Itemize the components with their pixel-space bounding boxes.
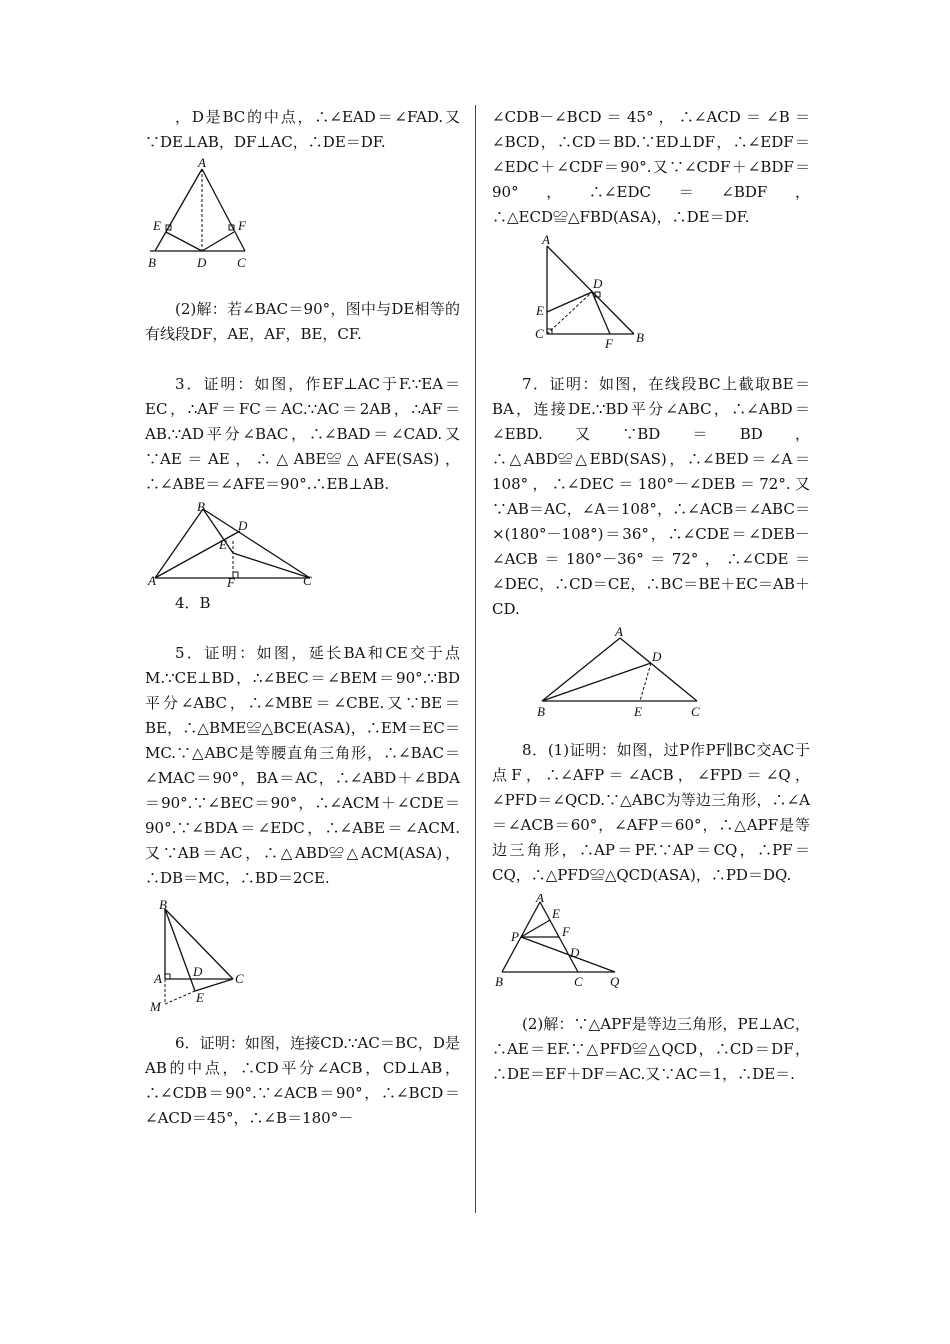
fig6-label-b: B [636,330,644,345]
fig1-label-a: A [198,157,206,170]
paragraph-2-2-answer: (2)解：若∠BAC＝90°，图中与DE相等的有线段DF，AE，AF，BE，CF. [145,300,460,343]
paragraph-2-1-conclusion: ，D是BC的中点，∴∠EAD＝∠FAD.又∵DE⊥AB，DF⊥AC，∴DE＝DF. [145,108,460,151]
fig3-label-e: E [219,537,227,552]
fig6-label-a: A [542,234,550,247]
fig7-label-d: D [652,649,662,664]
fig6-label-f: F [605,336,613,351]
paragraph-problem-8-2: (2)解：∵△APF是等边三角形，PE⊥AC，∴AE＝EF.∵△PFD≌△QCD，∴CD＝DF，∴DE＝EF＋DF＝AC.又∵AC＝1，∴DE＝. [492,1015,810,1083]
fig7-label-c: C [691,704,700,718]
fig3-label-f: F [227,575,235,589]
paragraph-problem-8-1: 8．(1)证明：如图，过P作PF∥BC交AC于点F，∴∠AFP＝∠ACB，∠FPD＝∠Q，∠PFD＝∠QCD.∵△ABC为等边三角形，∴∠A＝∠ACB＝60°，∠AFP＝60°，∴△APF是等边三角形，∴AP＝PF.∵AP＝CQ，∴PF＝CQ，∴△PFD≌△QCD(ASA)，∴PD＝DQ. [492,741,810,884]
fig7-label-b: B [537,704,545,718]
fig1-label-e: E [153,218,161,233]
fig6-label-d: D [593,276,603,291]
fig5-label-m: M [150,999,161,1014]
paragraph-problem-3: 3．证明：如图，作EF⊥AC于F.∵EA＝EC，∴AF＝FC＝AC.∵AC＝2AB，∴AF＝AB.∵AD平分∠BAC，∴∠BAD＝∠CAD.又∵AE＝AE，∴△ABE≌△AFE(SAS)，∴∠ABE＝∠AFE＝90°.∴EB⊥AB. [145,375,460,493]
fig8-label-a: A [536,894,544,905]
paragraph-problem-6-start: 6．证明：如图，连接CD.∵AC＝BC，D是AB的中点，∴CD平分∠ACB，CD⊥AB，∴∠CDB＝90°.∵∠ACB＝90°，∴∠BCD＝∠ACD＝45°，∴∠B＝180°－ [145,1034,460,1127]
fig7-label-a: A [615,626,623,639]
fig3-label-d: D [238,518,248,533]
fig5-label-c: C [235,971,244,986]
fig8-label-p: P [511,929,519,944]
figure-problem-8 [492,894,642,994]
fig5-label-b: B [159,899,167,912]
figure-problem-3 [145,501,325,589]
fig8-label-q: Q [610,974,620,989]
paragraph-problem-7: 7．证明：如图，在线段BC上截取BE＝BA，连接DE.∵BD平分∠ABC，∴∠ABD＝∠EBD.又∵BD＝BD，∴△ABD≌△EBD(SAS)，∴∠BED＝∠A＝108°，∴∠DEC＝180°－∠DEB＝72°.又∵AB＝AC，∠A＝108°，∴∠ACB＝∠ABC＝×(180°－108°)＝36°，∴∠CDE＝∠DEB－∠ACB＝180°－36°＝72°，∴∠CDE＝∠DEC，∴CD＝CE，∴BC＝BE＋EC＝AB＋CD. [492,375,810,618]
fig1-label-b: B [148,255,156,270]
fig8-label-c: C [574,974,583,989]
fig1-label-f: F [238,218,246,233]
figure-problem-7 [532,626,752,718]
fig8-label-b: B [495,974,503,989]
paragraph-problem-4: 4．B [175,594,211,612]
fig8-label-e: E [552,906,560,921]
column-divider [475,105,476,1213]
paragraph-problem-6-continued: ∠CDB－∠BCD＝45°，∴∠ACD＝∠B＝∠BCD，∴CD＝BD.∵ED⊥DF，∴∠EDF＝∠EDC＋∠CDF＝90°.又∵∠CDF＋∠BDF＝90°，∴∠EDC＝∠BDF，∴△ECD≌△FBD(ASA)，∴DE＝DF. [492,108,810,226]
fig8-label-d: D [570,945,580,960]
fig7-label-e: E [634,704,642,718]
fig5-label-d: D [193,964,203,979]
fig6-label-c: C [535,326,544,341]
figure-problem-6 [492,234,652,352]
right-column [492,105,810,1087]
fig3-label-a: A [148,573,156,588]
fig8-label-f: F [562,924,570,939]
fig3-label-c: C [303,573,312,588]
fig6-label-e: E [536,303,544,318]
figure-triangle-ade-f [145,157,275,275]
paragraph-problem-5: 5．证明：如图，延长BA和CE交于点M.∵CE⊥BD，∴∠BEC＝∠BEM＝90°.∵BD平分∠ABC，∴∠MBE＝∠CBE.又∵BE＝BE，∴△BME≌△BCE(ASA)，∴EM＝EC＝MC.∵△ABC是等腰直角三角形，∴∠BAC＝∠MAC＝90°，BA＝AC，∴∠ABD＋∠BDA＝90°.∵∠BEC＝90°，∴∠ACM＋∠CDE＝90°.∵∠BDA＝∠EDC，∴∠ABE＝∠ACM.又∵AB＝AC，∴△ABD≌△ACM(ASA)，∴DB＝MC，∴BD＝2CE. [145,644,460,887]
fig3-label-b: B [197,501,205,514]
left-column [145,105,460,1131]
fig5-label-a: A [154,971,162,986]
fig1-label-d: D [197,255,207,270]
fig1-label-c: C [237,255,246,270]
fig5-label-e: E [196,990,204,1005]
figure-problem-5 [145,899,255,1017]
